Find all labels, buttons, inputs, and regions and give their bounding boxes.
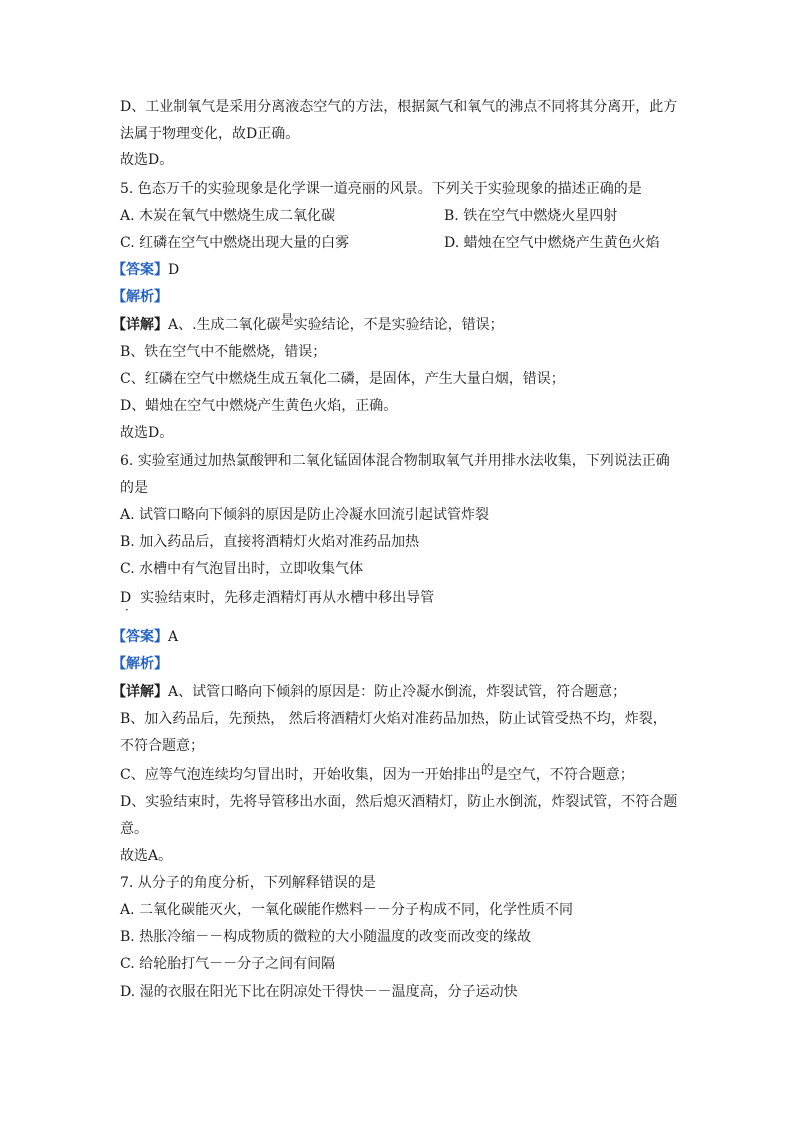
text-line: D、工业制氧气是采用分离液态空气的方法，根据氮气和氧气的沸点不同将其分离开，此方 — [120, 99, 678, 115]
text-line: D、实验结束时，先将导管移出水面，然后熄灭酒精灯，防止水倒流，炸裂试管，不符合题 — [120, 794, 678, 810]
text-segment: 是空气，不符合题意； — [493, 767, 634, 783]
option-d: D. 湿的衣服在阳光下比在阴凉处干得快－－温度高，分子运动快 — [120, 984, 518, 1000]
answer-tag: 【答案】 — [112, 629, 168, 645]
text-line: D、蜡烛在空气中燃烧产生黄色火焰，正确。 — [120, 398, 398, 414]
option-a: A. 木炭在氧气中燃烧生成二氧化碳 — [120, 208, 336, 224]
question-6-stem-cont: 的是 — [120, 480, 148, 496]
detail-tag: 【详解】 — [112, 684, 168, 700]
text-line: 法属于物理变化，故D正确。 — [120, 126, 300, 142]
text-line: 意。 — [120, 821, 148, 837]
detail-row — [112, 313, 504, 335]
text-line: 故选D。 — [120, 425, 174, 441]
option-a: A. 试管口略向下倾斜的原因是防止冷凝水回流引起试管炸裂 — [120, 507, 490, 523]
analysis-tag: 【解析】 — [112, 289, 168, 305]
option-d-text: 实验结束时，先移走酒精灯再从水槽中移出导管 — [140, 590, 435, 606]
detail-superscript: 是 — [280, 313, 294, 328]
detail-text-cont: 实验结论，不是实验结论，错误； — [293, 317, 504, 333]
option-c: C. 红磷在空气中燃烧出现大量的白雾 — [120, 235, 350, 251]
text-line: C、红磷在空气中燃烧生成五氧化二磷，是固体，产生大量白烟，错误； — [120, 371, 565, 387]
answer-value: D — [168, 262, 180, 278]
option-b: B. 加入药品后，直接将酒精灯火焰对准药品加热 — [120, 534, 420, 550]
option-d — [120, 589, 434, 607]
text-line — [120, 763, 634, 785]
text-line: 故选D。 — [120, 152, 174, 168]
option-c: C. 给轮胎打气－－分子之间有间隔 — [120, 956, 336, 972]
answer-tag: 【答案】 — [112, 262, 168, 278]
answer-row — [112, 628, 178, 646]
option-c: C. 水槽中有气泡冒出时，立即收集气体 — [120, 561, 364, 577]
question-7-stem: 7. 从分子的角度分析，下列解释错误的是 — [120, 875, 376, 891]
analysis-tag: 【解析】 — [112, 656, 168, 672]
text-line: B、铁在空气中不能燃烧，错误； — [120, 344, 327, 360]
answer-row — [112, 261, 179, 279]
text-line: 故选A。 — [120, 848, 173, 864]
text-line: B、加入药品后，先预热， 然后将酒精灯火焰对准药品加热，防止试管受热不均，炸裂， — [120, 711, 667, 727]
option-a: A. 二氧化碳能灭火，一氧化碳能作燃料－－分子构成不同，化学性质不同 — [120, 902, 574, 918]
text-line: 不符合题意； — [120, 738, 204, 754]
answer-value: A — [168, 629, 179, 645]
detail-row — [112, 683, 626, 701]
text-segment: C、应等气泡连续均匀冒出时，开始收集，因为一开始排出 — [120, 767, 481, 783]
option-d: D. 蜡烛在空气中燃烧产生黄色火焰 — [444, 235, 660, 251]
detail-tag: 【详解】 — [112, 317, 168, 333]
detail-text: A、试管口略向下倾斜的原因是：防止冷凝水倒流，炸裂试管，符合题意； — [168, 684, 627, 700]
question-5-stem: 5. 色态万千的实验现象是化学课一道亮丽的风景。下列关于实验现象的描述正确的是 — [120, 181, 642, 197]
option-d-letter: D — [120, 590, 132, 606]
superscript-char: 的 — [480, 763, 494, 778]
option-b: B. 热胀冷缩－－构成物质的微粒的大小随温度的改变而改变的缘故 — [120, 929, 532, 945]
detail-text: A、.生成二氧化碳 — [168, 317, 281, 333]
dot-mark: · — [125, 603, 129, 617]
option-b: B. 铁在空气中燃烧火星四射 — [444, 208, 618, 224]
question-6-stem: 6. 实验室通过加热氯酸钾和二氧化锰固体混合物制取氧气并用排水法收集，下列说法正确 — [120, 453, 670, 469]
